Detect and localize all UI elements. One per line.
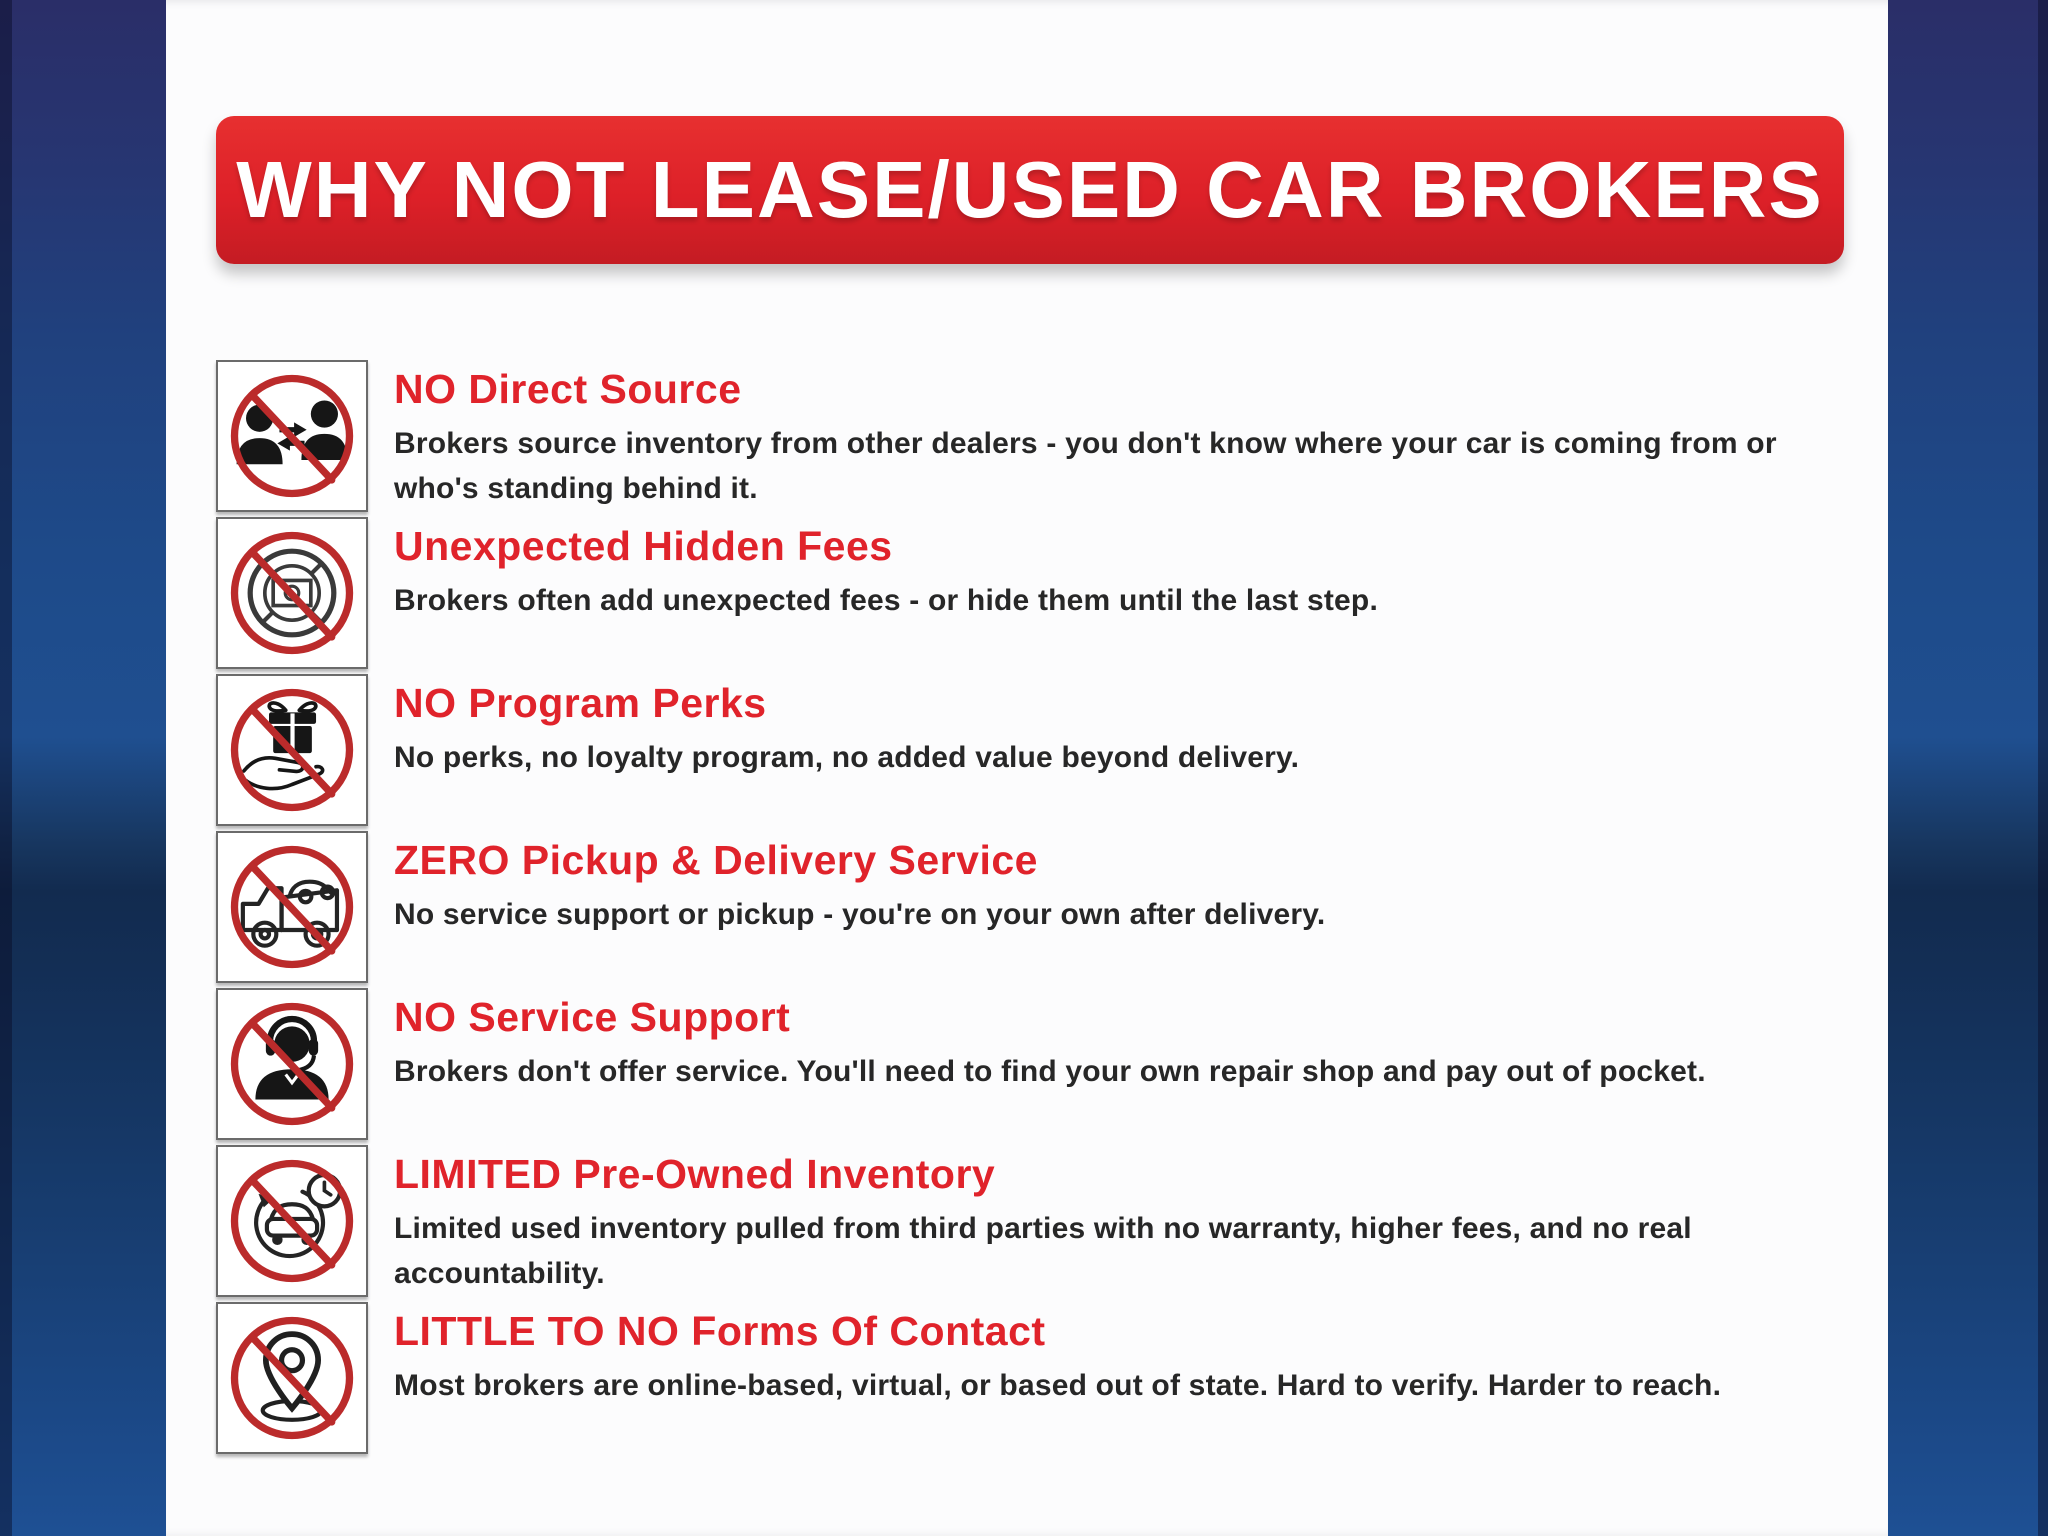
item-icon-box (216, 831, 368, 983)
item-text-block (394, 1302, 1721, 1408)
broker-drawback-item (216, 1302, 1848, 1454)
item-text-block (394, 360, 1848, 511)
location-pin-icon (223, 1309, 361, 1447)
items-list (216, 360, 1848, 1454)
broker-drawback-item (216, 360, 1848, 512)
item-text-block (394, 517, 1378, 623)
item-title: NO Program Perks (394, 680, 767, 726)
tow-truck-icon (223, 838, 361, 976)
broker-drawback-item (216, 674, 1848, 826)
content-panel (166, 0, 1888, 1536)
broker-drawback-item (216, 517, 1848, 669)
car-inventory-clock-icon (223, 1152, 361, 1290)
item-description: Limited used inventory pulled from third parties with no warranty, higher fees, and no real accountability. (394, 1212, 1692, 1290)
item-icon-box (216, 517, 368, 669)
item-icon-box (216, 988, 368, 1140)
item-text-block (394, 988, 1706, 1094)
left-blue-sidebar (0, 0, 166, 1536)
page-title: WHY NOT LEASE/USED CAR BROKERS (236, 145, 1824, 234)
right-blue-sidebar (1888, 0, 2048, 1536)
title-banner (216, 116, 1844, 264)
item-icon-box (216, 1302, 368, 1454)
broker-drawback-item (216, 988, 1848, 1140)
support-agent-icon (223, 995, 361, 1133)
item-title: NO Direct Source (394, 366, 742, 412)
gift-in-hand-icon (223, 681, 361, 819)
item-description: Brokers don't offer service. You'll need to find your own repair shop and pay out of pocket. (394, 1055, 1706, 1088)
broker-drawback-item (216, 1145, 1848, 1297)
item-icon-box (216, 360, 368, 512)
right-edge-strip (2038, 0, 2048, 1536)
item-description: No service support or pickup - you're on your own after delivery. (394, 898, 1326, 931)
item-description: No perks, no loyalty program, no added value beyond delivery. (394, 741, 1300, 774)
item-title: LITTLE TO NO Forms Of Contact (394, 1308, 1046, 1354)
item-title: Unexpected Hidden Fees (394, 523, 893, 569)
item-icon-box (216, 674, 368, 826)
item-title: NO Service Support (394, 994, 791, 1040)
item-text-block (394, 674, 1299, 780)
item-text-block (394, 831, 1325, 937)
item-description: Brokers source inventory from other dealers - you don't know where your car is coming from or who's standing behind it. (394, 427, 1777, 505)
left-edge-strip (0, 0, 12, 1536)
item-description: Brokers often add unexpected fees - or hide them until the last step. (394, 584, 1378, 617)
item-icon-box (216, 1145, 368, 1297)
item-title: ZERO Pickup & Delivery Service (394, 837, 1038, 883)
item-description: Most brokers are online-based, virtual, or based out of state. Hard to verify. Harder to reach. (394, 1369, 1722, 1402)
item-text-block (394, 1145, 1848, 1296)
people-exchange-icon (223, 367, 361, 505)
item-title: LIMITED Pre-Owned Inventory (394, 1151, 996, 1197)
broker-drawback-item (216, 831, 1848, 983)
hidden-fees-icon (223, 524, 361, 662)
